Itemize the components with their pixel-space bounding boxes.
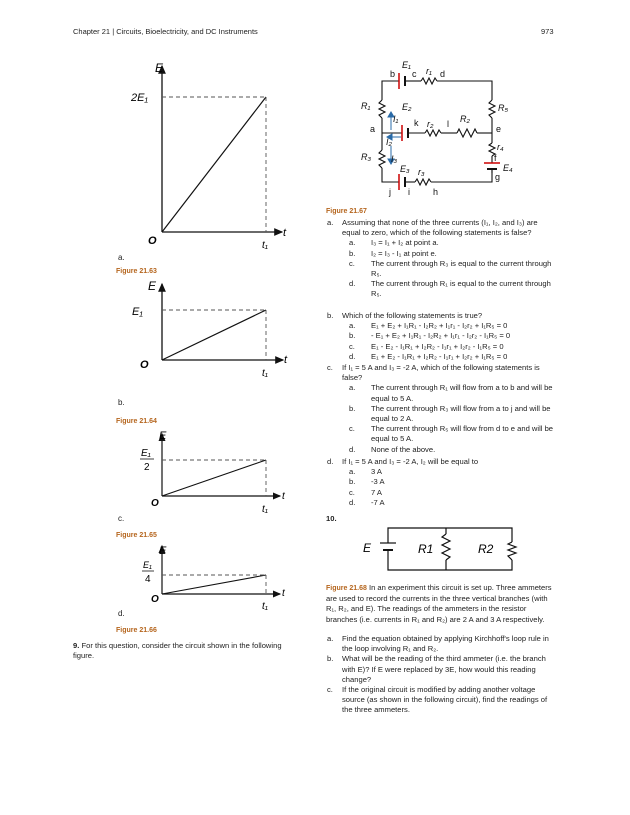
label-j: j <box>389 187 391 197</box>
option-item: b. - E₁ + E₂ + I₁R₁ - I₂R₂ + I₁r₁ - I₂r₂ - I₁R₅ = 0 <box>349 331 511 341</box>
label-E: E <box>363 541 372 555</box>
option-item: d. The current through R₁ is equal to the current through R₅. <box>349 279 551 299</box>
graph-d <box>130 540 300 612</box>
figure-caption-67: Figure 21.67 <box>326 208 367 215</box>
part-text: If I₁ = 5 A and I₃ = -2 A, I₂ will be equal to <box>342 457 479 466</box>
data-line <box>162 575 266 594</box>
label-b: b <box>390 69 396 79</box>
label-e: e <box>496 124 502 134</box>
question-part-c <box>327 363 559 455</box>
y-axis-label: E <box>155 61 164 75</box>
figure-caption-68: Figure 21.68 <box>326 585 367 592</box>
y-axis-label: E <box>159 545 167 557</box>
graph-c <box>130 428 300 516</box>
origin-label: O <box>151 594 159 605</box>
circuit-diagram-1 <box>355 55 535 200</box>
data-line <box>162 460 266 496</box>
question-part-d <box>327 457 559 508</box>
y-tick-num: E₁ <box>143 560 152 570</box>
label-E3: E₃ <box>400 164 410 174</box>
question-9 <box>73 641 293 661</box>
part-item: b. What will be the reading of the third ammeter (i.e. the branch with E)? If E were replaced by 3E, how would this reading change? <box>327 654 546 684</box>
origin-label: O <box>140 359 149 371</box>
option-item: d. E₁ + E₂ - I₁R₁ + I₂R₂ - I₁r₁ + I₂r₂ + I₁R₅ = 0 <box>349 351 508 361</box>
y-tick-den: 2 <box>144 462 150 473</box>
label-I2: I₂ <box>386 137 392 147</box>
y-tick-label: 2E₁ <box>131 92 148 104</box>
label-E4: E₄ <box>503 163 513 173</box>
label-g: g <box>495 172 501 182</box>
question-part-a <box>327 218 557 300</box>
question-part-b <box>327 311 562 362</box>
part-text: Which of the following statements is true? <box>342 311 483 320</box>
running-header: Chapter 21 | Circuits, Bioelectricity, and DC Instruments <box>73 27 258 36</box>
x-axis-label: t <box>284 354 288 366</box>
part-label: d. <box>327 457 334 466</box>
label-I3: I₃ <box>391 154 398 164</box>
option-item: c. The current through R₅ will flow from d to e and will be equal to 5 A. <box>349 424 554 444</box>
label-f: f <box>494 153 497 163</box>
y-tick-den: 4 <box>145 574 151 585</box>
figure-68-text: In an experiment this circuit is set up. Three ammeters are used to record the currents in the three vertical branches (with R₁, R₂, and E). The readings of the ammeters in the resistor branches (i.e. currents in R₁ and R₂) are 2 A and 3 A respectively. <box>326 583 552 624</box>
x-tick-label: t₁ <box>262 601 268 612</box>
x-tick-label: t₁ <box>262 504 268 515</box>
figure-caption-66: Figure 21.66 <box>116 627 157 634</box>
option-item: d. None of the above. <box>349 444 436 454</box>
label-R1: R1 <box>418 542 434 556</box>
graph-b <box>120 278 300 380</box>
label-h: h <box>433 187 439 197</box>
label-I1: I₁ <box>393 114 399 124</box>
option-item: b. I₂ = I₃ - I₁ at point e. <box>349 248 437 258</box>
part-label: a. <box>327 218 334 227</box>
label-E2: E₂ <box>402 102 412 112</box>
label-i: i <box>408 187 410 197</box>
data-line <box>162 310 266 360</box>
page-number: 973 <box>541 27 554 36</box>
sub-label-b: b. <box>118 398 125 407</box>
label-R5: R₅ <box>498 103 509 113</box>
label-k: k <box>414 118 419 128</box>
y-axis-label: E <box>159 430 167 442</box>
sub-label-c: c. <box>118 514 125 523</box>
x-axis-label: t <box>282 491 285 502</box>
option-item: d. -7 A <box>349 497 385 507</box>
figure-68-description <box>326 583 558 625</box>
sub-label-a: a. <box>118 253 125 262</box>
label-R3: R₃ <box>361 152 372 162</box>
data-line <box>162 97 266 232</box>
option-item: c. The current through R₃ is equal to the current through R₅. <box>349 258 552 279</box>
question-10-parts <box>327 634 559 716</box>
option-item: b. The current through R₃ will flow from a to j and will be equal to 2 A. <box>349 403 551 424</box>
figure-caption-64: Figure 21.64 <box>116 418 157 425</box>
option-item: a. 3 A <box>349 467 382 477</box>
origin-label: O <box>151 498 159 509</box>
part-text: If I₁ = 5 A and I₃ = -2 A, which of the following statements is false? <box>342 363 540 383</box>
label-r1: r₁ <box>426 66 432 76</box>
label-l: l <box>447 119 449 129</box>
question-10-number: 10. <box>326 514 337 523</box>
figure-caption-63: Figure 21.63 <box>116 268 157 275</box>
option-item: a. E₁ + E₂ + I₁R₁ - I₂R₂ + I₁r₁ - I₂r₂ + I₁R₅ = 0 <box>349 321 508 331</box>
label-r3: r₃ <box>418 167 425 177</box>
label-d: d <box>440 69 446 79</box>
part-label: b. <box>327 311 334 320</box>
x-tick-label: t₁ <box>262 368 268 379</box>
y-tick-label: E₁ <box>132 306 143 318</box>
sub-label-d: d. <box>118 609 125 618</box>
part-item: a. Find the equation obtained by applying Kirchhoff's loop rule in the loop involving R₁ and R₂. <box>327 634 549 654</box>
label-E1: E₁ <box>402 60 411 70</box>
question-number: 9. <box>73 641 80 650</box>
part-label: c. <box>327 363 333 372</box>
x-tick-label: t₁ <box>262 240 268 251</box>
x-axis-label: t <box>283 227 287 239</box>
origin-label: O <box>148 235 157 247</box>
circuit-diagram-2 <box>360 522 525 577</box>
option-item: c. E₁ - E₂ - I₁R₁ + I₂R₂ - I₁r₁ + I₂r₂ - I₁R₅ = 0 <box>349 341 504 351</box>
y-tick-num: E₁ <box>141 448 151 459</box>
graph-a <box>120 58 290 253</box>
label-R2: R2 <box>478 542 494 556</box>
option-item: a. The current through R₁ will flow from a to b and will be equal to 5 A. <box>349 383 553 403</box>
part-item: c. If the original circuit is modified by adding another voltage source (as shown in the following circuit), find the readings of the three ammeters. <box>327 685 548 715</box>
question-text: For this question, consider the circuit shown in the following figure. <box>73 641 282 661</box>
label-R2: R₂ <box>460 114 470 124</box>
y-axis-label: E <box>148 279 157 293</box>
option-item: a. I₃ = I₁ + I₂ at point a. <box>349 238 439 248</box>
label-a: a <box>370 124 376 134</box>
part-text: Assuming that none of the three currents (I₁, I₂, and I₃) are equal to zero, which of the following statements is false? <box>342 218 538 238</box>
label-R1: R₁ <box>361 101 371 111</box>
x-axis-label: t <box>282 588 285 599</box>
option-item: c. 7 A <box>349 487 382 497</box>
label-r4: r₄ <box>497 142 504 152</box>
option-item: b. -3 A <box>349 477 385 487</box>
figure-caption-65: Figure 21.65 <box>116 532 157 539</box>
label-c: c <box>412 69 417 79</box>
label-r2: r₂ <box>427 119 434 129</box>
